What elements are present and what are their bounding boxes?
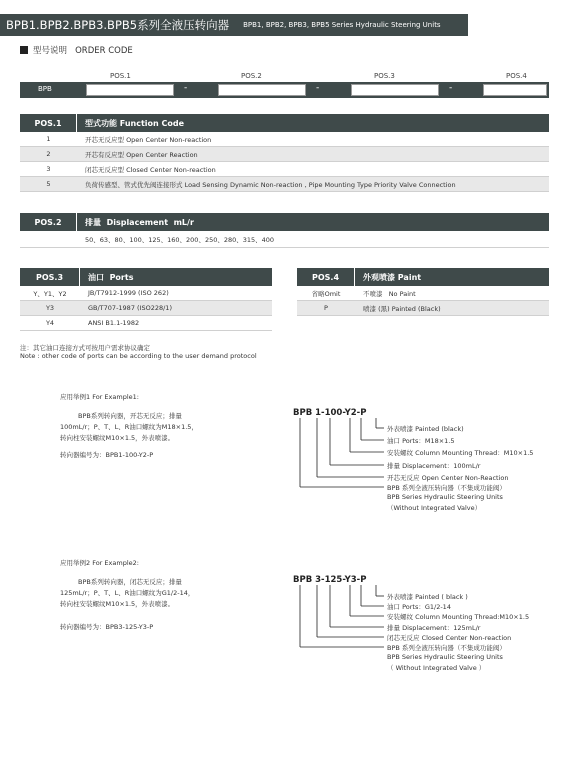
dash-3: - <box>449 83 453 93</box>
example1-para-4: 转向器编号为：BPB1-100-Y2-P <box>60 451 154 459</box>
example2-para-3: 转向柱安装螺纹M10×1.5，外表喷漆。 <box>60 600 175 608</box>
example2-leader-lines <box>290 585 385 655</box>
pos4-label: POS.4 <box>506 72 527 80</box>
table-row: 2 开芯有反应型 Open Center Reaction <box>20 147 549 162</box>
example1-para-3: 转向柱安装螺纹M10×1.5，外表喷漆。 <box>60 434 175 442</box>
pos4-head: POS.4 <box>297 268 355 286</box>
example2-label: 油口 Ports：G1/2-14 <box>387 603 451 611</box>
example2-label: 闭芯无反应 Closed Center Non-reaction <box>387 634 512 642</box>
example2-label: 安装螺纹 Column Mounting Thread:M10×1.5 <box>387 613 530 621</box>
page-subtitle: BPB1, BPB2, BPB3, BPB5 Series Hydraulic Steering Units <box>243 21 441 29</box>
pos2-title: 排量 Displacement mL/r <box>85 217 194 227</box>
example1-para-1: BPB系列转向器，开芯无反应；排量 <box>78 412 182 420</box>
pos3-head: POS.3 <box>20 268 80 286</box>
note-line-2: Note : other code of ports can be according to the user demand protocol <box>20 352 257 360</box>
example2-label: BPB Series Hydraulic Steering Units <box>387 653 503 661</box>
example1-label: （Without Integrated Valve） <box>387 504 482 512</box>
order-code-prefix: BPB <box>38 85 52 93</box>
pos3-title: 油口 Ports <box>88 272 134 282</box>
example1-label: 安装螺纹 Column Mounting Thread：M10×1.5 <box>387 449 534 457</box>
example1-label: BPB 系列全液压转向器（不集成功能阀） <box>387 484 506 492</box>
example2-label: BPB 系列全液压转向器（不集成功能阀） <box>387 644 506 652</box>
pos1-head: POS.1 <box>20 114 77 132</box>
displacement-values: 50、63、80、100、125、160、200、250、280、315、400 <box>85 235 275 244</box>
order-code-bar <box>20 82 549 98</box>
pos2-table <box>20 213 549 248</box>
example1-para-2: 100mL/r；P、T、L、R油口螺纹为M18×1.5， <box>60 423 198 431</box>
order-code-label: 型号说明 ORDER CODE <box>33 46 133 56</box>
pos4-table <box>297 268 549 316</box>
example2-para-4: 转向器编号为：BPB3-125-Y3-P <box>60 623 154 631</box>
example1-label: 开芯无反应 Open Center Non-Reaction <box>387 474 509 482</box>
table-row: Y3 GB/T707-1987 (ISO228/1) <box>20 301 272 316</box>
square-bullet-icon <box>20 46 28 54</box>
table-row <box>20 231 549 248</box>
pos4-title: 外观喷漆 Paint <box>363 272 422 282</box>
table-row: Y4 ANSI B1.1-1982 <box>20 316 272 331</box>
example2-label: 外表喷漆 Painted ( black ) <box>387 593 468 601</box>
pos2-label: POS.2 <box>241 72 262 80</box>
note-line-1: 注：其它油口连接方式可按用户需求协议确定 <box>20 344 150 352</box>
pos2-header <box>20 213 549 231</box>
example1-label: 外表喷漆 Painted (black) <box>387 425 464 433</box>
pos1-box <box>86 84 174 96</box>
example2-para-1: BPB系列转向器，闭芯无反应；排量 <box>78 578 182 586</box>
pos4-box <box>483 84 547 96</box>
dash-2: - <box>316 83 320 93</box>
table-row: 5 负荷传感型、管式优先阀连接形式 Load Sensing Dynamic Non-reaction , Pipe Mounting Type Priority Valve Connection <box>20 177 549 192</box>
table-row: 3 闭芯无反应型 Closed Center Non-reaction <box>20 162 549 177</box>
example2-label: 排量 Displacement：125mL/r <box>387 624 481 632</box>
table-row: P 喷漆 (黑) Painted (Black) <box>297 301 549 316</box>
example1-leader-lines <box>290 418 385 488</box>
pos3-header <box>20 268 272 286</box>
pos4-header <box>297 268 549 286</box>
pos1-table <box>20 114 549 192</box>
pos1-header <box>20 114 549 132</box>
pos3-box <box>351 84 439 96</box>
pos2-head: POS.2 <box>20 213 77 231</box>
example1-code: BPB 1-100-Y2-P <box>293 408 367 418</box>
example1-heading: 应用举例1 For Example1: <box>60 393 139 401</box>
pos2-box <box>218 84 306 96</box>
order-code-heading <box>20 44 133 56</box>
example1-label: 油口 Ports：M18×1.5 <box>387 437 455 445</box>
example2-heading: 应用举例2 For Example2: <box>60 559 139 567</box>
pos3-label: POS.3 <box>374 72 395 80</box>
example2-code: BPB 3-125-Y3-P <box>293 575 367 585</box>
example2-para-2: 125mL/r；P、T、L、R油口螺纹为G1/2-14， <box>60 589 195 597</box>
table-row: 省略Omit 不喷漆 No Paint <box>297 286 549 301</box>
page-title: BPB1.BPB2.BPB3.BPB5系列全液压转向器 <box>6 18 230 32</box>
example2-label: （ Without Integrated Valve ） <box>387 664 486 672</box>
pos3-table <box>20 268 272 331</box>
pos1-label: POS.1 <box>110 72 131 80</box>
example1-label: 排量 Displacement：100mL/r <box>387 462 481 470</box>
table-row: Y、Y1、Y2 JB/T7912-1999 (ISO 262) <box>20 286 272 301</box>
example1-label: BPB Series Hydraulic Steering Units <box>387 493 503 501</box>
dash-1: - <box>184 83 188 93</box>
page-title-bar <box>0 14 468 36</box>
table-row: 1 开芯无反应型 Open Center Non-reaction <box>20 132 549 147</box>
pos1-title: 型式功能 Function Code <box>85 118 185 128</box>
